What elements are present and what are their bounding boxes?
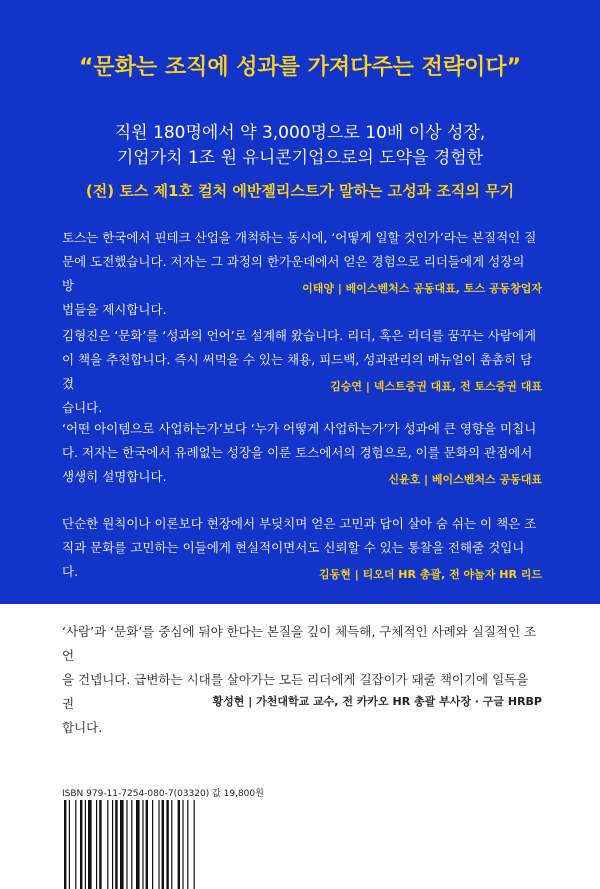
barcode-bar [158,800,159,889]
endorsement-attribution: 김승연 | 넥스트증권 대표, 전 토스증권 대표 [330,380,542,393]
endorsement-line: ‘어떤 아이템으로 사업하는가’보다 ‘누가 어떻게 사업하는가’가 성과에 큰 영향을 미칩니 [62,421,537,436]
endorsement-attribution: 김동현 | 티오더 HR 총괄, 전 야놀자 HR 리드 [319,568,542,581]
endorsement-2 [62,324,540,420]
endorsement-line: 토스는 한국에서 핀테크 산업을 개척하는 동시에, ‘어떻게 일할 것인가’라는 본질적인 질 [62,230,537,245]
subtitle-line-1: 직원 180명에서 약 3,000명으로 10배 이상 성장, [114,123,486,143]
endorsement-line: ‘사람’과 ‘문화’를 중심에 둬야 한다는 본질을 깊이 체득해, 구체적인 사례와 실질적인 조언 [62,624,537,663]
barcode-bar [112,800,113,889]
barcode-bar [131,800,132,889]
barcode-bar [99,800,101,889]
back-endorsement-attribution: 황성현 | 가천대학교 교수, 전 카카오 HR 총괄 부사장 · 구글 HRBP [212,695,542,708]
barcode-bar [152,800,153,889]
endorsement-1 [62,226,540,322]
endorsement-attribution: 신윤호 | 베이스벤처스 공동대표 [388,473,542,486]
barcode-bar [88,800,92,889]
barcode-bar [142,800,143,889]
barcode-bar [187,800,188,889]
back-endorsement [62,620,540,740]
endorsement-line: 단순한 원칙이나 이론보다 현장에서 부딪치며 얻은 고민과 답이 살아 숨 쉬는 이 책은 조 [62,516,537,531]
barcode-bar [136,800,140,889]
barcode-bar [126,800,127,889]
barcode-bar [171,800,172,889]
endorsement-line: 을 건넵니다. 급변하는 시대를 살아가는 모든 리더에게 길잡이가 돼줄 책이기에 일독을 권 [62,672,529,711]
barcode-bar [162,800,164,889]
subtitle-line-2: 기업가치 1조 원 유니콘기업으로의 도약을 경험한 [116,148,484,168]
barcode-bar [120,800,124,889]
endorsement-line: 이 책을 추천합니다. 즉시 써먹을 수 있는 채용, 피드백, 성과관리의 매뉴얼이 촘촘히 담겼 [62,352,533,391]
tagline: (전) 토스 제1호 컬처 에반젤리스트가 말하는 고성과 조직의 무기 [85,182,515,200]
barcode-bar [182,800,183,889]
barcode-bar [75,800,76,889]
barcode-bar [80,800,82,889]
endorsement-line: 직과 문화를 고민하는 이들에게 현실적이면서도 신뢰할 수 있는 통찰을 전해줄 것입니다. [62,540,525,579]
endorsement-line: 생생히 설명합니다. [62,469,167,484]
barcode-bar [178,800,180,889]
endorsement-attribution: 이태양 | 베이스벤처스 공동대표, 토스 공동창업자 [302,282,542,295]
barcode-bar [107,800,108,889]
headline-quote: “문화는 조직에 성과를 가져다주는 전략이다” [78,55,522,80]
endorsement-line: 문에 도전했습니다. 저자는 그 과정의 한가운데에서 얻은 경험으로 리더들에게 성장의 방 [62,254,525,293]
isbn-price-line: ISBN 979-11-7254-080-7(03320) 값 19,800원 [62,789,264,799]
barcode-bar [64,800,66,889]
barcode [62,800,242,889]
endorsement-line: 습니다. [62,400,103,415]
barcode-bar [115,800,117,889]
endorsement-line: 합니다. [62,720,103,735]
barcode-bar [166,800,168,889]
barcode-bar [194,800,195,889]
endorsement-line: 다. 저자는 한국에서 유례없는 성장을 이룬 토스에서의 경험으로, 이를 문화의 관점에서 [62,445,533,460]
barcode-bar [146,800,148,889]
barcode-bar [85,800,86,889]
barcode-bar [69,800,70,889]
endorsement-line: 법들을 제시합니다. [62,302,167,317]
endorsement-line: 김형진은 ‘문화’를 ‘성과의 언어’로 설계해 왔습니다. 리더, 혹은 리더를 꿈꾸는 사람에게 [62,328,537,343]
barcode-bar [96,800,97,889]
